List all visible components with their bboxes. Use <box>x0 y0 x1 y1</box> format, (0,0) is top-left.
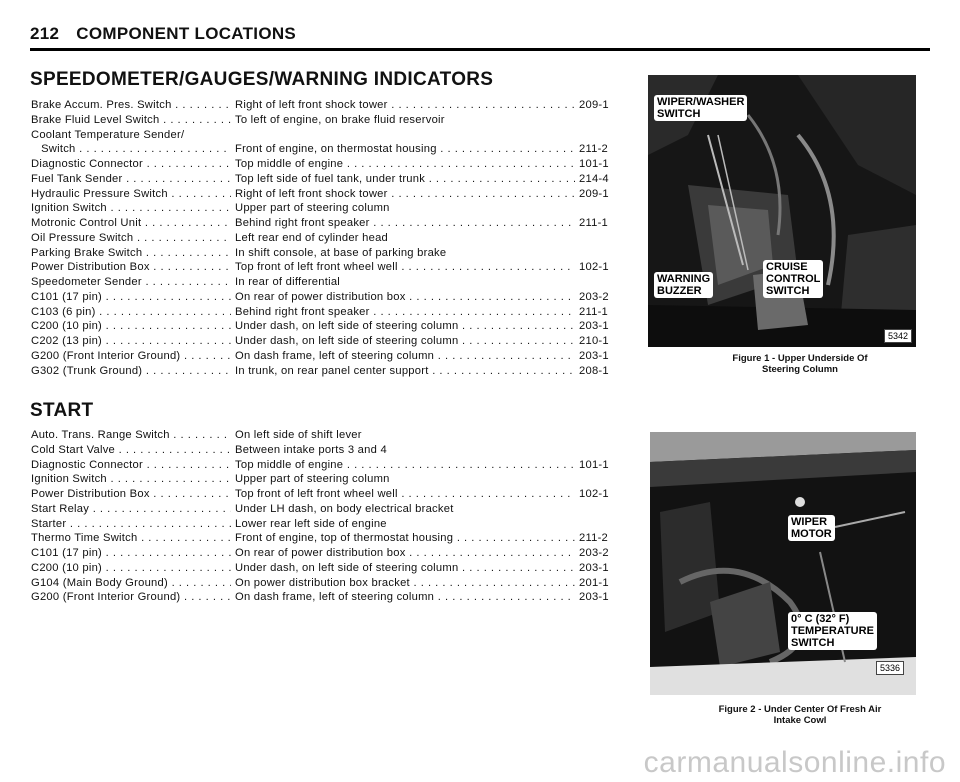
reference-page: 203-1 <box>579 320 609 333</box>
reference-page: 214-4 <box>579 172 609 185</box>
component-location: Right of left front shock tower . . . <box>235 98 575 113</box>
reference-page: 211-2 <box>579 143 609 156</box>
component-name: C103 (6 pin) . . . <box>31 305 231 320</box>
component-location: Left rear end of cylinder head <box>235 231 389 244</box>
component-name: Parking Brake Switch . . . <box>31 246 231 261</box>
component-name: Brake Accum. Pres. Switch . . . <box>31 98 231 113</box>
label-cruise-control-switch: CRUISE CONTROL SWITCH <box>763 260 823 298</box>
reference-page: 211-1 <box>579 217 609 229</box>
component-name: Speedometer Sender . . . <box>31 275 231 290</box>
component-location: Under dash, on left side of steering column . . . <box>235 561 575 576</box>
component-location: Behind right front speaker . . . <box>235 305 575 320</box>
figure-2-image <box>650 432 916 695</box>
component-name: Auto. Trans. Range Switch . . . <box>31 428 231 443</box>
component-name: Ignition Switch . . . <box>31 201 231 216</box>
figure-1-photo-number: 5342 <box>884 329 912 343</box>
component-name: G200 (Front Interior Ground) . . . <box>31 349 231 364</box>
component-name: C101 (17 pin) . . . <box>31 546 231 561</box>
component-name: Motronic Control Unit . . . <box>31 216 231 231</box>
component-location: Under dash, on left side of steering column . . . <box>235 334 575 349</box>
component-name: Oil Pressure Switch . . . <box>31 231 231 246</box>
label-wiper-washer-switch: WIPER/WASHER SWITCH <box>654 95 747 121</box>
figure-2-photo-number: 5336 <box>876 661 904 675</box>
label-temperature-switch: 0° C (32° F) TEMPERATURE SWITCH <box>788 612 877 650</box>
reference-page: 101-1 <box>579 458 609 471</box>
component-name: Power Distribution Box . . . <box>31 260 231 275</box>
component-location: To left of engine, on brake fluid reservoir <box>235 113 445 126</box>
page-number: 212 <box>30 24 60 43</box>
component-name: Hydraulic Pressure Switch . . . <box>31 187 231 202</box>
component-location: In trunk, on rear panel center support . . . <box>235 364 575 379</box>
label-warning-buzzer: WARNING BUZZER <box>654 272 713 298</box>
reference-page: 208-1 <box>579 364 609 377</box>
section-title-speedometer: SPEEDOMETER/GAUGES/WARNING INDICATORS <box>30 69 494 90</box>
component-location: On dash frame, left of steering column . . . <box>235 590 575 605</box>
component-name: Coolant Temperature Sender/ <box>31 128 185 141</box>
component-name: C101 (17 pin) . . . <box>31 290 231 305</box>
reference-page: 209-1 <box>579 187 609 200</box>
component-location: On dash frame, left of steering column . . . <box>235 349 575 364</box>
component-name: G302 (Trunk Ground) . . . <box>31 364 231 379</box>
label-wiper-motor: WIPER MOTOR <box>788 515 835 541</box>
component-name: Start Relay . . . <box>31 502 231 517</box>
page-header <box>30 24 296 44</box>
component-location: On rear of power distribution box . . . <box>235 546 575 561</box>
component-name: Starter . . . <box>31 517 231 532</box>
component-location: Top middle of engine . . . <box>235 157 575 172</box>
reference-page: 101-1 <box>579 158 609 170</box>
component-location: Lower rear left side of engine <box>235 517 387 530</box>
component-location: In shift console, at base of parking brake <box>235 246 447 259</box>
component-name: Cold Start Valve . . . <box>31 443 231 458</box>
page-title: COMPONENT LOCATIONS <box>76 24 297 43</box>
component-location: Top front of left front wheel well . . . <box>235 487 575 502</box>
component-name: Switch . . . <box>31 142 231 157</box>
component-name: G104 (Main Body Ground) . . . <box>31 576 231 591</box>
section-title-start: START <box>30 400 94 421</box>
figure-2-caption: Figure 2 - Under Center Of Fresh Air Intake Cowl <box>718 704 882 726</box>
component-location: Top left side of fuel tank, under trunk . . . <box>235 172 575 187</box>
component-location: In rear of differential <box>235 276 341 288</box>
component-location: Upper part of steering column <box>235 473 390 486</box>
reference-page: 203-1 <box>579 591 609 604</box>
component-location: Behind right front speaker . . . <box>235 216 575 231</box>
reference-page: 209-1 <box>579 99 609 111</box>
reference-page: 211-2 <box>579 532 609 545</box>
component-location: Front of engine, on thermostat housing . . . <box>235 142 575 157</box>
component-name: C200 (10 pin) . . . <box>31 319 231 334</box>
header-rule <box>30 48 930 51</box>
reference-page: 102-1 <box>579 488 609 500</box>
component-location: Front of engine, top of thermostat housing . . . <box>235 531 575 546</box>
reference-page: 203-1 <box>579 349 609 362</box>
reference-page: 201-1 <box>579 576 609 589</box>
figure-1-caption: Figure 1 - Upper Underside Of Steering Column <box>732 353 868 375</box>
component-name: G200 (Front Interior Ground) . . . <box>31 590 231 605</box>
component-name: Thermo Time Switch . . . <box>31 531 231 546</box>
component-location: Between intake ports 3 and 4 <box>235 443 387 456</box>
component-name: Fuel Tank Sender . . . <box>31 172 231 187</box>
reference-page: 203-2 <box>579 547 609 559</box>
reference-page: 203-2 <box>579 290 609 303</box>
component-name: Diagnostic Connector . . . <box>31 157 231 172</box>
component-location: Upper part of steering column <box>235 202 390 215</box>
component-location: Under LH dash, on body electrical bracket <box>235 502 454 515</box>
component-name: C202 (13 pin) . . . <box>31 334 231 349</box>
figure-1-photo <box>648 75 916 347</box>
component-name: Brake Fluid Level Switch . . . <box>31 113 231 128</box>
component-name: C200 (10 pin) . . . <box>31 561 231 576</box>
reference-page: 210-1 <box>579 335 609 347</box>
component-location: Under dash, on left side of steering column . . . <box>235 319 575 334</box>
component-location: On left side of shift lever <box>235 429 362 441</box>
component-location: On rear of power distribution box . . . <box>235 290 575 305</box>
component-location: Top middle of engine . . . <box>235 458 575 473</box>
component-name: Diagnostic Connector . . . <box>31 458 231 473</box>
component-location: Top front of left front wheel well . . . <box>235 260 575 275</box>
component-name: Power Distribution Box . . . <box>31 487 231 502</box>
component-location: Right of left front shock tower . . . <box>235 187 575 202</box>
figure-2-photo <box>650 432 916 695</box>
component-name: Ignition Switch . . . <box>31 472 231 487</box>
reference-page: 102-1 <box>579 261 609 274</box>
reference-page: 203-1 <box>579 561 609 574</box>
reference-page: 211-1 <box>579 305 609 318</box>
component-location: On power distribution box bracket . . . <box>235 576 575 591</box>
watermark: carmanualsonline.info <box>643 746 946 779</box>
